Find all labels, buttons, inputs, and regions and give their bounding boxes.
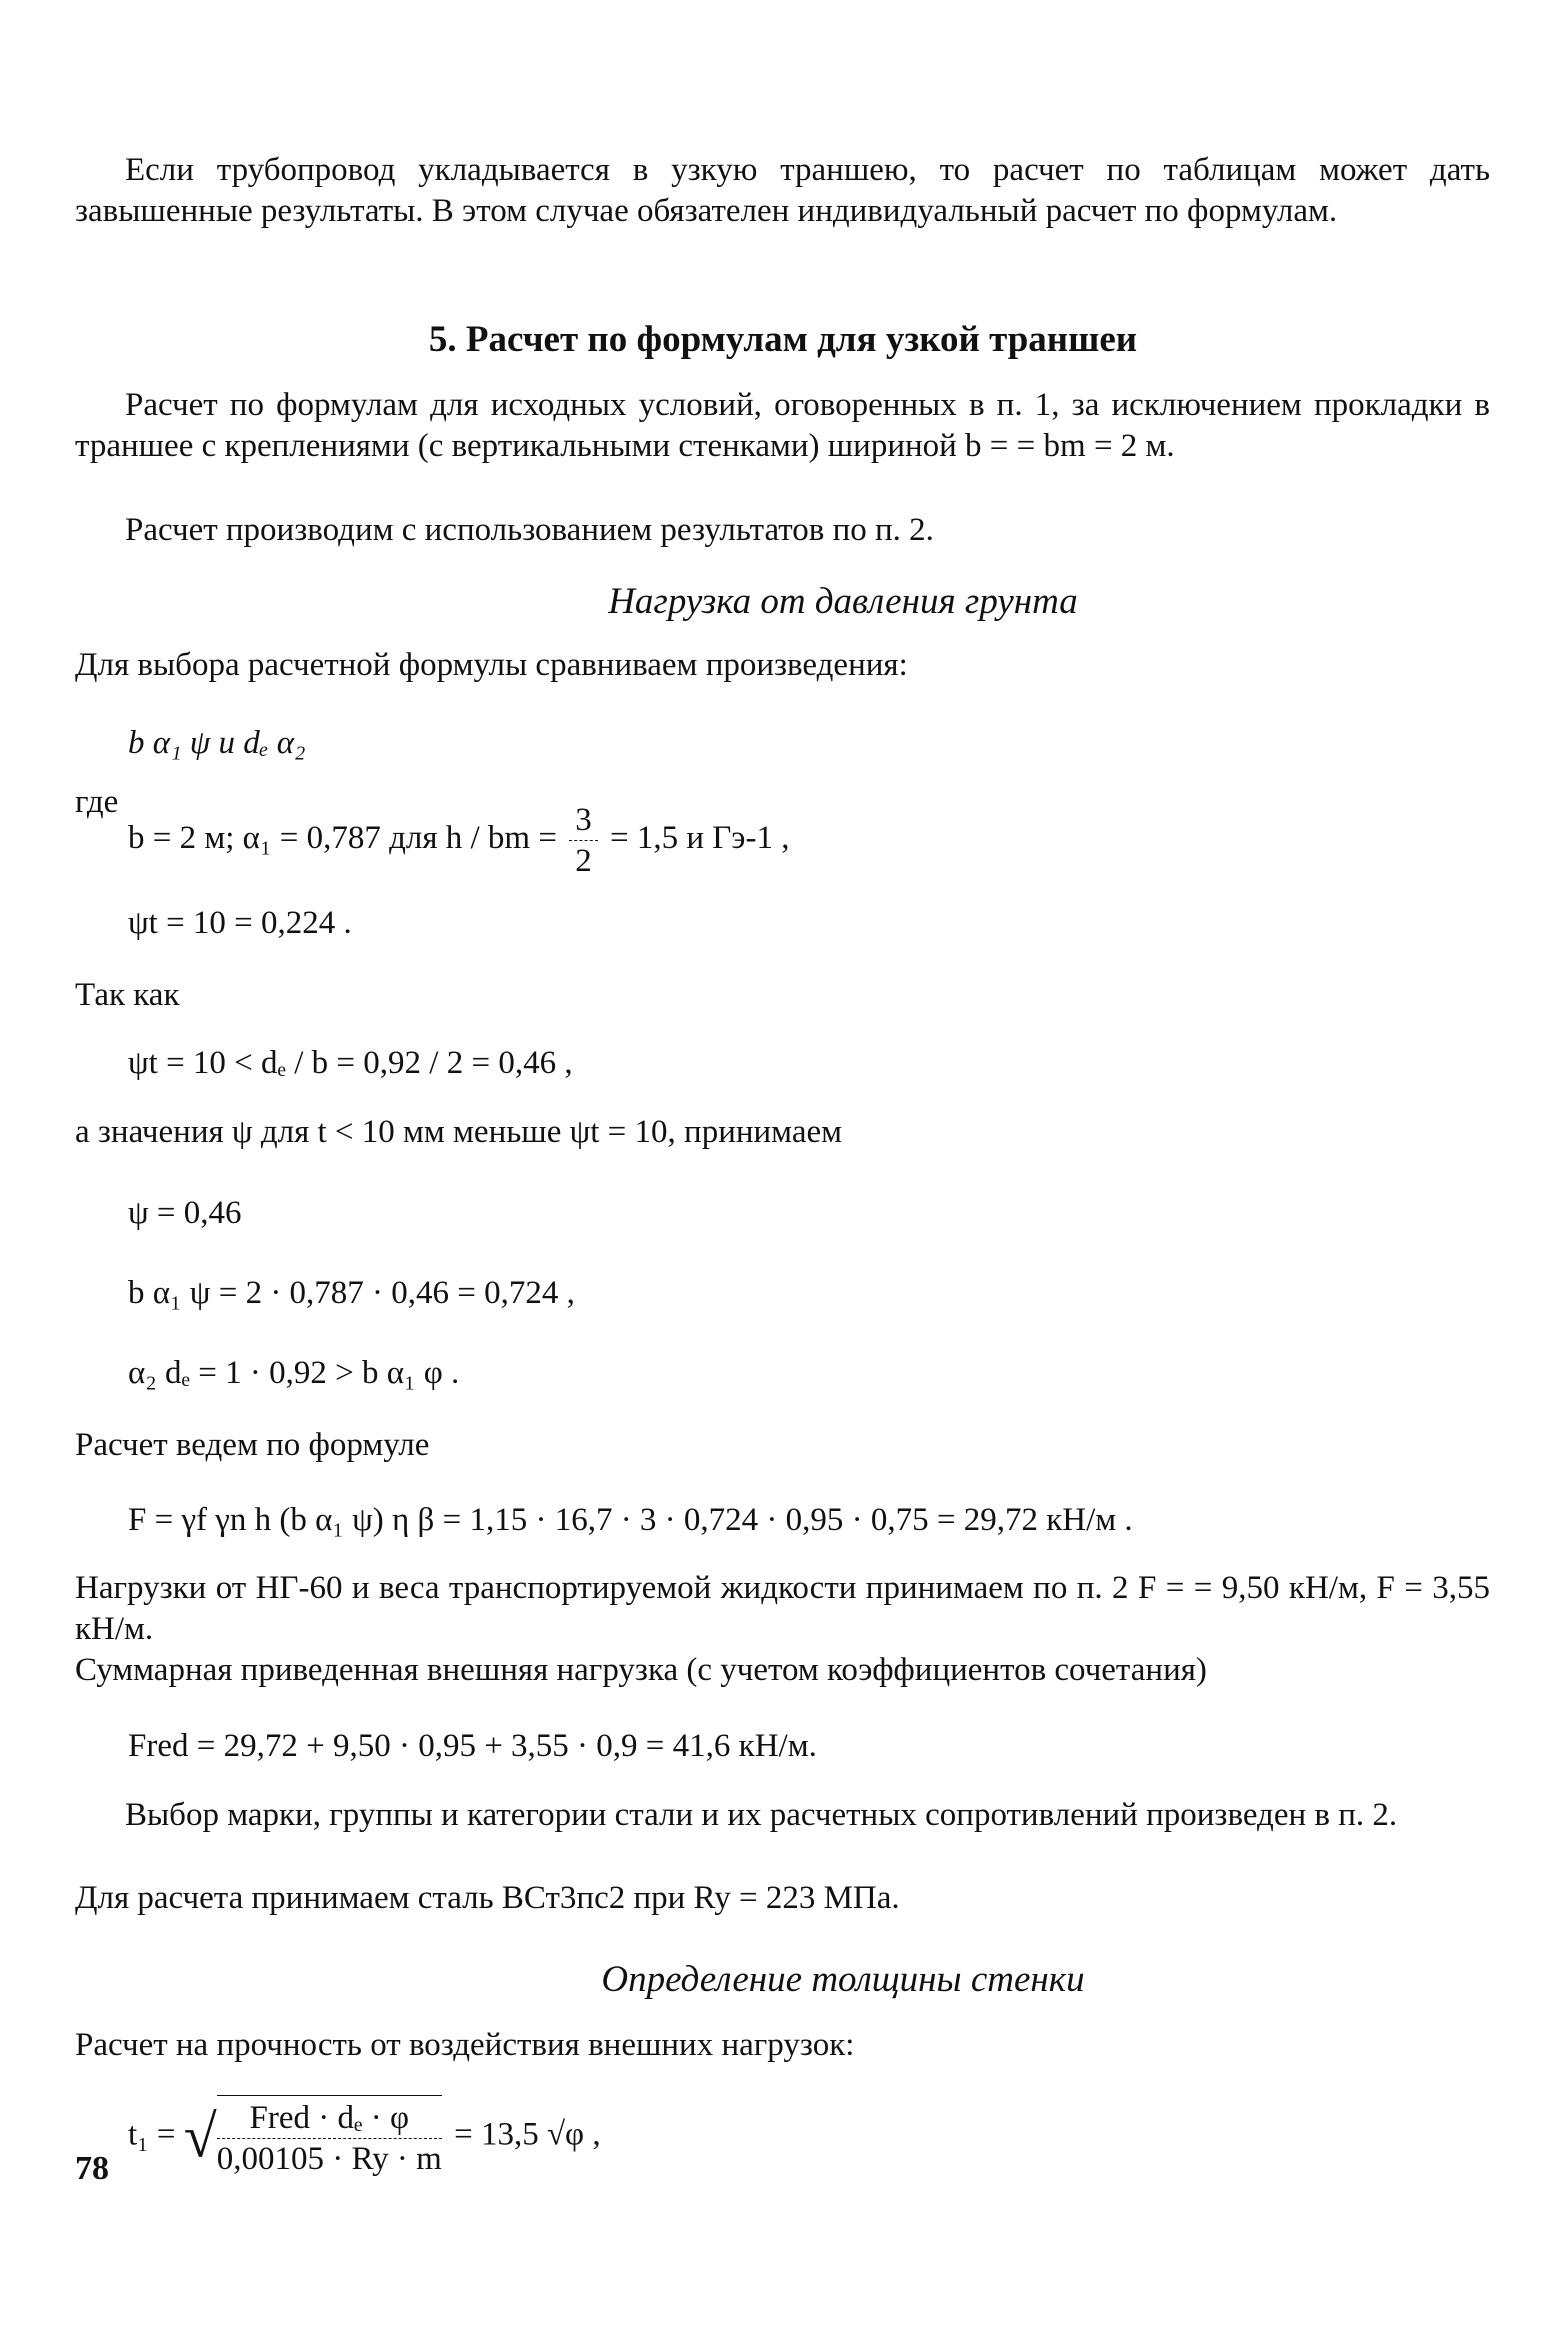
loads-text: Нагрузки от НГ-60 и веса транспортируемой жидкости принимаем по п. 2 F = = 9,50 кН/м, F = 3,55 кН/м. (75, 1570, 1490, 1647)
compare-intro: Для выбора расчетной формулы сравниваем произведения: (75, 647, 908, 683)
equation-product: b α₁ ψ = 2 · 0,787 · 0,46 = 0,724 , (128, 1275, 575, 1311)
equation-F: F = γf γn h (b α₁ ψ) η β = 1,15 · 16,7 · 3 · 0,724 · 0,95 · 0,75 = 29,72 кН/м . (128, 1502, 1133, 1538)
equation-psi: ψ = 0,46 (128, 1195, 242, 1231)
section-title: 5. Расчет по формулам для узкой траншеи (428, 319, 1138, 360)
equation-Fred: Fred = 29,72 + 9,50 · 0,95 + 3,55 · 0,9 = 41,6 кН/м. (128, 1728, 817, 1764)
equation-since: ψt = 10 < dₑ / b = 0,92 / 2 = 0,46 , (128, 1045, 573, 1081)
since-label: Так как (75, 977, 180, 1013)
fraction-t1-numerator: Fred · dₑ · φ (217, 2098, 442, 2139)
fraction-t1-denominator: 0,00105 · Ry · m (216, 2141, 442, 2177)
page-number: 78 (75, 2150, 109, 2187)
formula-intro: Расчет ведем по формуле (75, 1427, 430, 1463)
equation-b-post: = 1,5 и Гэ-1 , (601, 820, 790, 857)
section-paragraph-1: Расчет по формулам для исходных условий, оговоренных в п. 1, за исключением прокладки в траншее с креплениями (с вертикальными стенками) шириной b = = bm = 2 м. (75, 387, 1490, 464)
steel-text: Выбор марки, группы и категории стали и их расчетных сопротивлений произведен в п. 2. (125, 1797, 1398, 1833)
fraction-t1 (217, 2095, 442, 2179)
steel-choice: Для расчета принимаем сталь ВСт3пс2 при Ry = 223 МПа. (75, 1880, 900, 1916)
equation-t1 (128, 2095, 601, 2179)
psi-values-text: а значения ψ для t < 10 мм меньше ψt = 10, принимаем (75, 1114, 843, 1150)
fraction-numerator: 3 (569, 800, 598, 841)
equation-t1-left: t₁ = (128, 2116, 176, 2153)
equation-compare: b α₁ ψ и dₑ α₂ (128, 725, 306, 761)
subsection-title-soil: Нагрузка от давления грунта (608, 581, 1078, 622)
section-paragraph-2: Расчет производим с использованием результатов по п. 2. (125, 512, 934, 548)
where-label: где (75, 784, 119, 820)
fraction-denominator: 2 (575, 843, 592, 879)
intro-paragraph: Если трубопровод укладывается в узкую траншею, то расчет по таблицам может дать завышенные результаты. В этом случае обязателен индивидуальный расчет по формулам. (75, 152, 1490, 229)
sqrt-symbol-icon: √ (183, 2103, 217, 2170)
strength-text: Расчет на прочность от воздействия внешних нагрузок: (75, 2027, 855, 2063)
total-load-text: Суммарная приведенная внешняя нагрузка (с учетом коэффициентов сочетания) (75, 1652, 1207, 1688)
subsection-title-wall: Определение толщины стенки (601, 1959, 1085, 2000)
equation-alpha2: α₂ dₑ = 1 · 0,92 > b α₁ φ . (128, 1355, 460, 1391)
fraction-h-bm (569, 800, 598, 881)
equation-t1-right: = 13,5 √φ , (454, 2116, 601, 2153)
equation-b-alpha (128, 800, 789, 881)
equation-b-pre: b = 2 м; α₁ = 0,787 для h / bm = (128, 820, 566, 857)
equation-psi-10: ψt = 10 = 0,224 . (128, 905, 352, 941)
